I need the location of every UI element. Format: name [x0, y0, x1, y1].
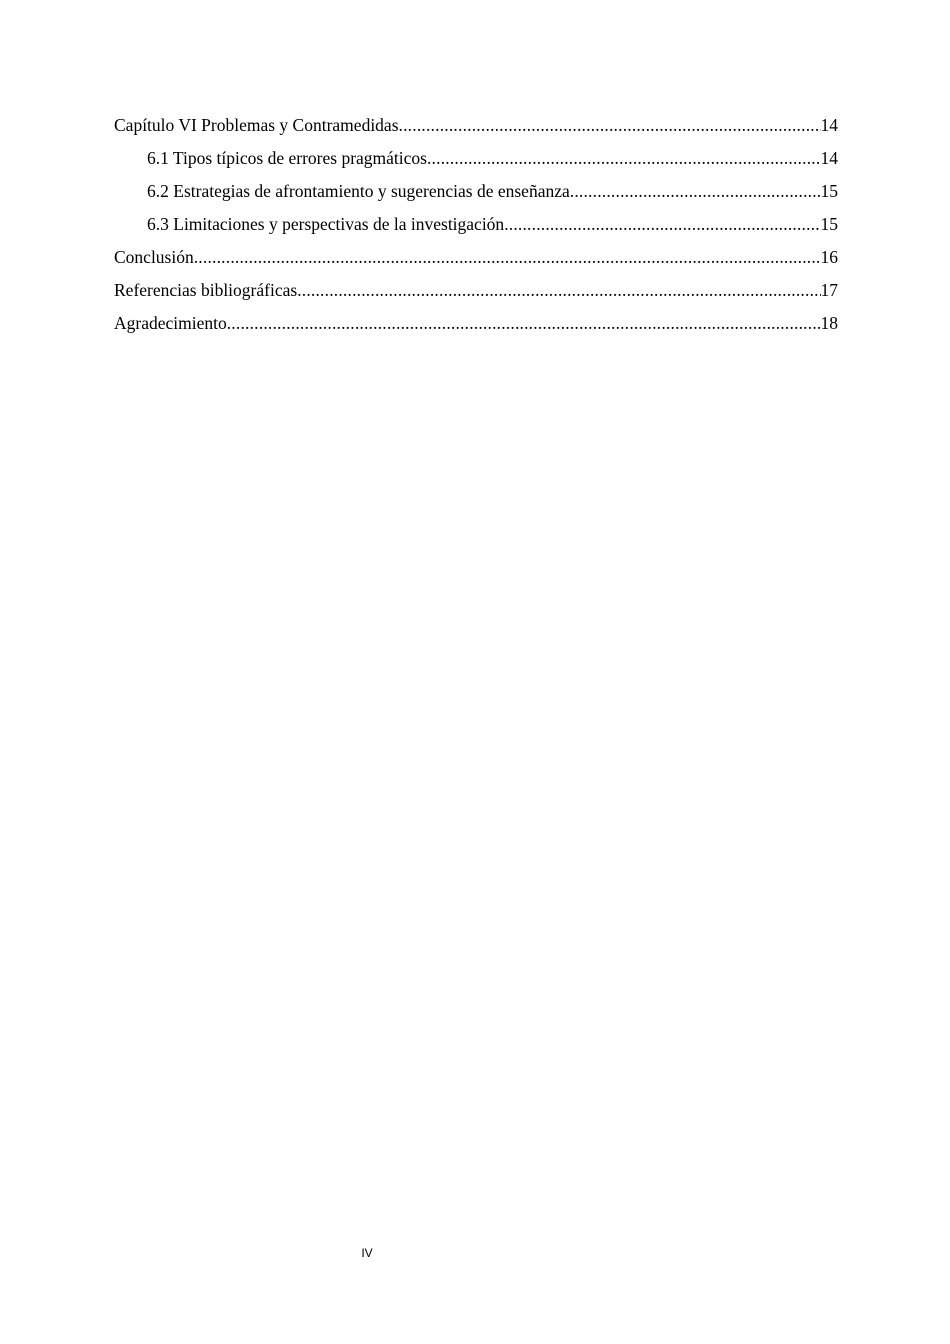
toc-entry-title: Conclusión — [114, 247, 194, 267]
toc-entry-title: 6.2 Estrategias de afrontamiento y sugerencias de enseñanza — [147, 181, 570, 201]
toc-entry-acknowledgements[interactable] — [114, 310, 838, 343]
toc-entry-conclusion[interactable] — [114, 244, 838, 277]
toc-entry-page: 14 — [820, 148, 838, 168]
toc-entry-title: Capítulo VI Problemas y Contramedidas — [114, 115, 399, 135]
toc-dot-leader — [427, 145, 821, 171]
toc-dot-leader — [399, 112, 821, 138]
toc-dot-leader — [570, 178, 821, 204]
toc-entry-section-6-2[interactable] — [114, 178, 838, 211]
toc-entry-page: 15 — [820, 214, 838, 234]
toc-dot-leader — [194, 244, 821, 270]
table-of-contents — [114, 112, 838, 343]
toc-entry-page: 18 — [820, 313, 838, 333]
toc-entry-title: 6.3 Limitaciones y perspectivas de la investigación — [147, 214, 505, 234]
toc-entry-chapter-6[interactable] — [114, 112, 838, 145]
toc-entry-title: Agradecimiento — [114, 313, 227, 333]
page-number: IV — [361, 1246, 373, 1260]
toc-entry-section-6-3[interactable] — [114, 211, 838, 244]
toc-dot-leader — [227, 310, 821, 336]
toc-entry-section-6-1[interactable] — [114, 145, 838, 178]
toc-dot-leader — [297, 277, 820, 303]
toc-entry-title: 6.1 Tipos típicos de errores pragmáticos — [147, 148, 427, 168]
toc-entry-references[interactable] — [114, 277, 838, 310]
toc-dot-leader — [504, 211, 820, 237]
toc-entry-page: 15 — [820, 181, 838, 201]
toc-entry-page: 16 — [820, 247, 838, 267]
toc-entry-page: 14 — [820, 115, 838, 135]
toc-entry-page: 17 — [820, 280, 838, 300]
toc-entry-title: Referencias bibliográficas — [114, 280, 298, 300]
